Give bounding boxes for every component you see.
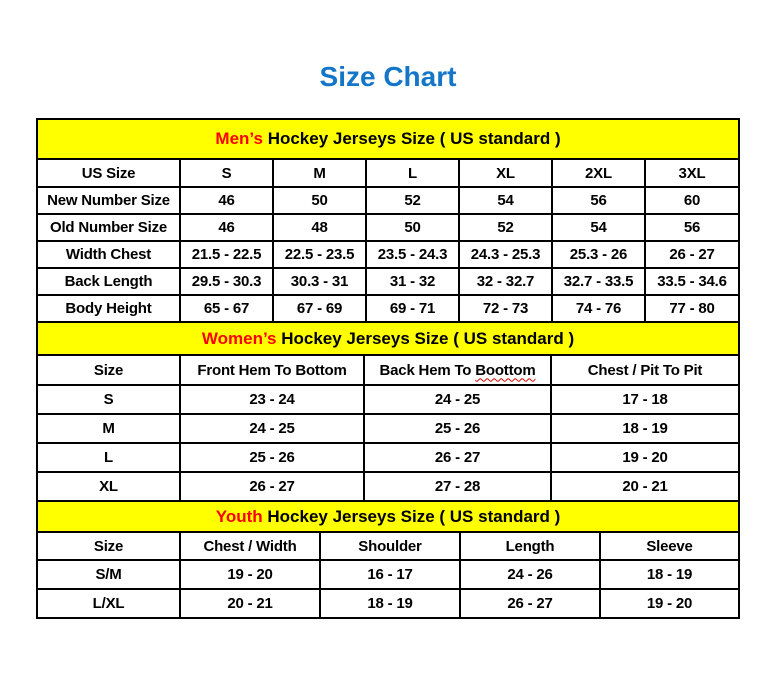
- size-value-cell: 26 - 27: [460, 589, 600, 618]
- size-value-cell: 33.5 - 34.6: [645, 268, 739, 295]
- size-value-cell: 46: [180, 187, 273, 214]
- column-header-text: Back Hem To: [379, 361, 476, 379]
- size-value-cell: 24 - 25: [180, 414, 364, 443]
- size-value-cell: 77 - 80: [645, 295, 739, 322]
- table-row: [37, 560, 739, 589]
- size-value-cell: 32.7 - 33.5: [552, 268, 645, 295]
- column-header: Front Hem To Bottom: [180, 355, 364, 385]
- size-value-cell: 60: [645, 187, 739, 214]
- size-value-cell: 26 - 27: [364, 443, 551, 472]
- table-row: [37, 268, 739, 295]
- column-header: Size: [37, 355, 180, 385]
- size-value-cell: 16 - 17: [320, 560, 460, 589]
- size-value-cell: 24.3 - 25.3: [459, 241, 552, 268]
- size-value-cell: 18 - 19: [551, 414, 739, 443]
- size-value-cell: 26 - 27: [645, 241, 739, 268]
- table-row: [37, 241, 739, 268]
- column-header: Size: [37, 532, 180, 560]
- size-value-cell: 25 - 26: [364, 414, 551, 443]
- size-value-cell: 22.5 - 23.5: [273, 241, 366, 268]
- column-header: S: [180, 159, 273, 187]
- size-value-cell: 20 - 21: [180, 589, 320, 618]
- size-value-cell: 46: [180, 214, 273, 241]
- table-row: [37, 187, 739, 214]
- size-value-cell: 32 - 32.7: [459, 268, 552, 295]
- table-row: [37, 214, 739, 241]
- size-value-cell: 23 - 24: [180, 385, 364, 414]
- size-value-cell: 25.3 - 26: [552, 241, 645, 268]
- column-header: 2XL: [552, 159, 645, 187]
- table-row: [37, 385, 739, 414]
- column-header: Length: [460, 532, 600, 560]
- table-row: [37, 443, 739, 472]
- column-header: Chest / Width: [180, 532, 320, 560]
- size-value-cell: 29.5 - 30.3: [180, 268, 273, 295]
- page-title: Size Chart: [319, 61, 457, 92]
- column-header: [364, 355, 551, 385]
- section-header-text: Hockey Jerseys Size ( US standard ): [276, 328, 575, 348]
- size-value-cell: 19 - 20: [600, 589, 739, 618]
- row-label: L/XL: [37, 589, 180, 618]
- size-value-cell: 50: [273, 187, 366, 214]
- size-value-cell: 25 - 26: [180, 443, 364, 472]
- size-value-cell: 54: [552, 214, 645, 241]
- row-label: S: [37, 385, 180, 414]
- youth-size-table: [36, 500, 740, 619]
- size-value-cell: 19 - 20: [551, 443, 739, 472]
- column-header: XL: [459, 159, 552, 187]
- size-value-cell: 67 - 69: [273, 295, 366, 322]
- size-value-cell: 19 - 20: [180, 560, 320, 589]
- table-row: [37, 589, 739, 618]
- size-value-cell: 31 - 32: [366, 268, 459, 295]
- section-header: [37, 501, 739, 532]
- column-header: Sleeve: [600, 532, 739, 560]
- size-value-cell: 20 - 21: [551, 472, 739, 501]
- row-label: Width Chest: [37, 241, 180, 268]
- size-value-cell: 18 - 19: [320, 589, 460, 618]
- row-label: XL: [37, 472, 180, 501]
- size-chart-tables: [36, 118, 740, 619]
- size-value-cell: 48: [273, 214, 366, 241]
- size-value-cell: 54: [459, 187, 552, 214]
- size-value-cell: 50: [366, 214, 459, 241]
- size-value-cell: 24 - 25: [364, 385, 551, 414]
- size-value-cell: 21.5 - 22.5: [180, 241, 273, 268]
- size-value-cell: 65 - 67: [180, 295, 273, 322]
- misspelled-word: Boottom: [475, 361, 536, 379]
- row-label: Old Number Size: [37, 214, 180, 241]
- size-value-cell: 72 - 73: [459, 295, 552, 322]
- size-value-cell: 17 - 18: [551, 385, 739, 414]
- column-header: Chest / Pit To Pit: [551, 355, 739, 385]
- section-header-highlight: Men’s: [215, 129, 263, 148]
- size-value-cell: 52: [459, 214, 552, 241]
- size-value-cell: 26 - 27: [180, 472, 364, 501]
- section-header-highlight: Youth: [215, 506, 263, 526]
- column-header: 3XL: [645, 159, 739, 187]
- column-header: Shoulder: [320, 532, 460, 560]
- mens-size-table: [36, 118, 740, 323]
- row-label: M: [37, 414, 180, 443]
- column-header: M: [273, 159, 366, 187]
- column-header: L: [366, 159, 459, 187]
- size-value-cell: 27 - 28: [364, 472, 551, 501]
- size-value-cell: 18 - 19: [600, 560, 739, 589]
- size-value-cell: 56: [645, 214, 739, 241]
- size-value-cell: 52: [366, 187, 459, 214]
- row-label: New Number Size: [37, 187, 180, 214]
- size-value-cell: 24 - 26: [460, 560, 600, 589]
- row-label: L: [37, 443, 180, 472]
- size-value-cell: 23.5 - 24.3: [366, 241, 459, 268]
- size-value-cell: 69 - 71: [366, 295, 459, 322]
- row-label: Body Height: [37, 295, 180, 322]
- table-row: [37, 295, 739, 322]
- section-header-text: Hockey Jerseys Size ( US standard ): [262, 129, 561, 148]
- womens-size-table: [36, 321, 740, 502]
- size-value-cell: 74 - 76: [552, 295, 645, 322]
- column-header: US Size: [37, 159, 180, 187]
- section-header-highlight: Women’s: [201, 328, 277, 348]
- row-label: Back Length: [37, 268, 180, 295]
- row-label: S/M: [37, 560, 180, 589]
- section-header: [37, 322, 739, 355]
- size-value-cell: 56: [552, 187, 645, 214]
- table-row: [37, 414, 739, 443]
- section-header: [37, 119, 739, 159]
- section-header-text: Hockey Jerseys Size ( US standard ): [262, 506, 561, 526]
- size-value-cell: 30.3 - 31: [273, 268, 366, 295]
- table-row: [37, 472, 739, 501]
